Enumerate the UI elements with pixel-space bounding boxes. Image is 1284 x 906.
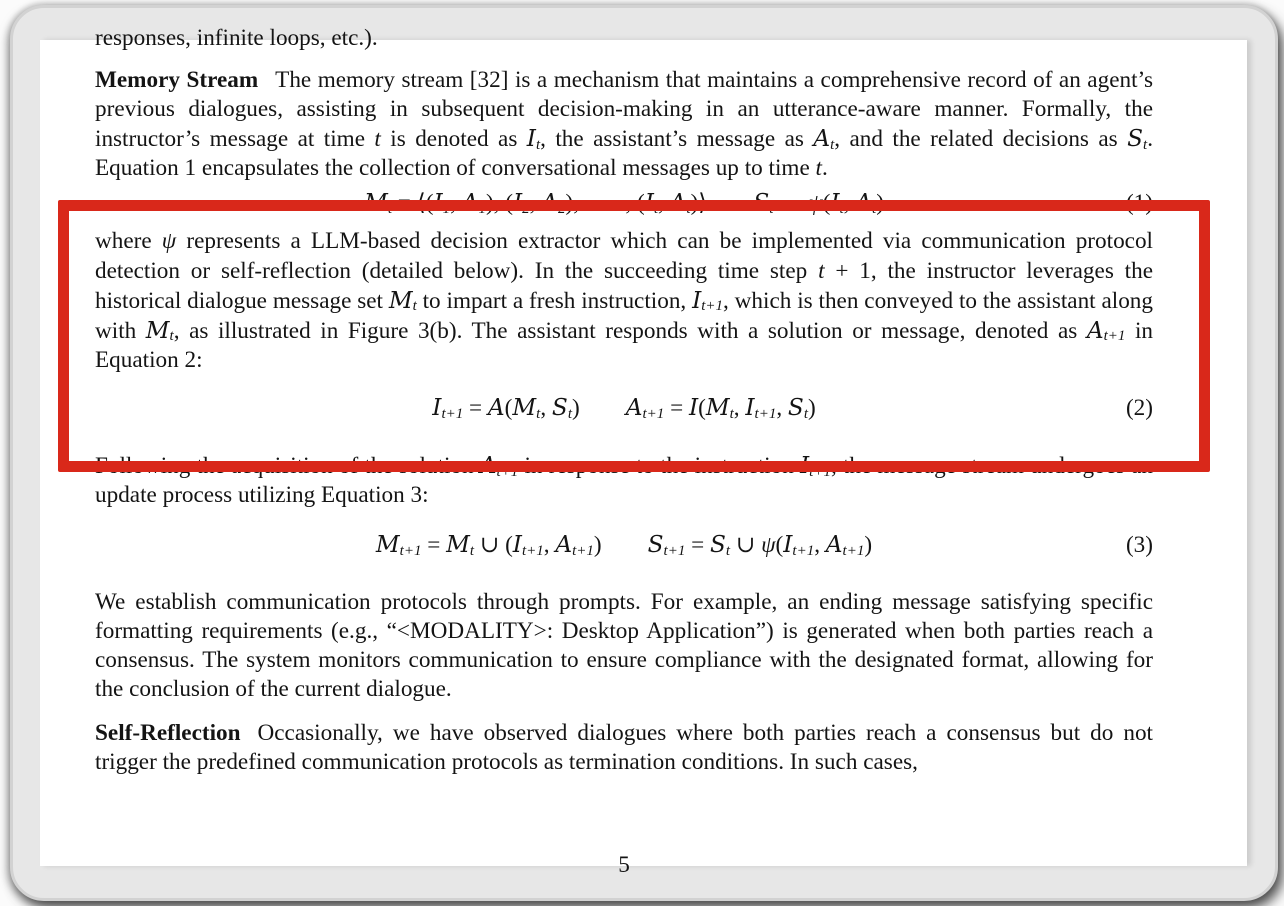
math-subscript: t [412, 298, 417, 315]
text-run: is denoted as [380, 126, 527, 153]
math-subscript: t+1 [572, 542, 594, 559]
math-subscript: 1 [478, 201, 486, 218]
math-subscript: t+1 [642, 405, 665, 422]
text-run: , [814, 532, 826, 559]
text-run: , [540, 394, 552, 421]
paragraph-p2 [95, 227, 1153, 374]
math-symbol: A [487, 393, 505, 421]
math-symbol: I [692, 286, 702, 314]
math-symbol: ψ [161, 228, 177, 255]
math-subscript: t+1 [842, 542, 865, 559]
math-symbol: M [446, 531, 470, 559]
math-symbol: S [787, 393, 804, 421]
text-run: , [450, 190, 462, 217]
math-symbol: A [461, 189, 479, 217]
text-run: ) [807, 394, 816, 421]
math-subscript: t+1 [663, 542, 686, 559]
paragraph-heading: Self-Reflection [95, 719, 241, 746]
text-run: ( [698, 394, 706, 421]
math-subscript: t [803, 405, 808, 422]
math-symbol: A [855, 189, 873, 217]
text-run: , [776, 394, 788, 421]
math-subscript: t [536, 405, 541, 422]
math-subscript: t+1 [496, 463, 519, 480]
text-run: = [463, 394, 488, 421]
text-run: ( [775, 532, 784, 559]
text-run: = [664, 394, 689, 421]
text-run: ), · · · , ( [565, 190, 645, 217]
math-subscript: t [169, 328, 174, 345]
math-subscript: t+1 [701, 298, 724, 315]
math-symbol: A [813, 125, 831, 153]
math-symbol: S [551, 393, 568, 421]
math-subscript: t+1 [399, 542, 422, 559]
document-content [40, 24, 1247, 777]
text-run: ), ( [485, 190, 513, 217]
text-run: in Equation 2: [95, 317, 1153, 373]
math-subscript: t+1 [1103, 328, 1126, 345]
paragraph-p3 [95, 451, 1153, 510]
math-subscript: t+1 [792, 542, 815, 559]
math-symbol: t [815, 155, 822, 182]
text-run: . Equation 1 encapsulates the collection of conversational messages up to time [95, 126, 1153, 182]
text-run: where [95, 228, 162, 255]
math-symbol: A [541, 189, 559, 217]
math-symbol: I [513, 189, 523, 217]
math-symbol: S [1127, 125, 1144, 153]
text-run: , [529, 190, 542, 217]
math-subscript: t [839, 201, 844, 218]
math-subscript: t+1 [809, 463, 831, 480]
math-subscript: t [725, 542, 731, 559]
math-symbol: ψ [808, 190, 823, 217]
text-run: ) [593, 532, 602, 559]
text-run: ← [773, 190, 809, 217]
math-subscript: t [686, 201, 691, 218]
math-subscript: t [872, 201, 877, 218]
text-run: , [658, 190, 670, 217]
math-symbol: M [375, 531, 400, 559]
math-subscript: 1 [442, 201, 451, 218]
window-frame [10, 5, 1278, 901]
paragraph-p0 [95, 24, 1153, 53]
math-subscript: t [653, 201, 659, 218]
text-run: ∪ [730, 532, 762, 559]
math-subscript: t+1 [441, 405, 464, 422]
math-symbol: I [512, 531, 522, 559]
math-symbol: t [374, 126, 381, 153]
math-subscript: t+1 [521, 542, 544, 559]
page-number: 5 [618, 852, 630, 878]
math-symbol: M [145, 316, 170, 344]
paragraph-heading: Memory Stream [95, 67, 259, 94]
math-symbol: M [512, 393, 537, 421]
equation-body [432, 395, 815, 421]
math-subscript: t [535, 136, 541, 153]
math-symbol: A [669, 189, 687, 217]
equation-body [376, 532, 872, 558]
text-run: to impart a fresh instruction, [416, 287, 693, 314]
equation-eq2 [95, 390, 1153, 426]
math-symbol: I [830, 189, 840, 217]
text-run: , and the related decisions as [834, 126, 1128, 153]
text-run: , as illustrated in Figure 3(b). The assistant responds with a solution or message, denoted as [173, 317, 1087, 344]
text-run: ) [571, 394, 580, 421]
math-symbol: S [753, 189, 770, 217]
math-subscript: t [387, 201, 392, 218]
text-run: )⟩ [690, 190, 708, 217]
text-run: ∪ ( [474, 532, 513, 559]
math-symbol: I [783, 531, 793, 559]
equation-number: (2) [1125, 394, 1153, 421]
math-symbol: A [625, 393, 643, 421]
math-symbol: A [479, 451, 497, 479]
math-subscript: 2 [522, 201, 530, 218]
text-run: ) [876, 190, 884, 217]
paragraph-p4 [95, 588, 1153, 704]
text-run: Following the acquisition of the solution [95, 452, 480, 479]
math-subscript: t [469, 542, 475, 559]
text-run: , the assistant’s message as [540, 126, 814, 153]
math-symbol: I [433, 189, 443, 217]
text-run: We establish communication protocols through prompts. For example, an ending message satisfying specific formatting requirements (e.g., “<MODALITY>: Desktop Application”) is generated when both parties reach a consensus. The system monitors communication to ensure compliance with the designated format, allowing for the conclusion of the current dialogue. [95, 589, 1153, 703]
math-symbol: S [710, 531, 726, 559]
math-subscript: t [830, 136, 835, 153]
text-run: , [543, 532, 556, 559]
math-subscript: t [567, 405, 572, 422]
text-run: + 1, the instructor leverages the historical dialogue message set [95, 257, 1153, 314]
math-symbol: A [825, 531, 843, 559]
math-symbol: I [745, 393, 755, 421]
text-run: , the message stream undergoes an update process utilizing Equation 3: [95, 452, 1154, 509]
text-run: = [685, 532, 710, 559]
math-subscript: t [729, 405, 734, 422]
math-symbol: M [705, 393, 730, 421]
text-run: ) [864, 532, 873, 559]
math-symbol: I [644, 189, 654, 217]
math-subscript: 2 [558, 201, 566, 218]
math-subscript: t+1 [754, 405, 777, 422]
text-run: in response to the instruction [518, 452, 800, 479]
math-symbol: ψ [761, 532, 776, 559]
text-run: , which is then conveyed to the assistant along with [95, 287, 1153, 344]
text-run: , [843, 190, 856, 217]
equation-body [364, 190, 884, 216]
text-run: responses, infinite loops, etc.). [95, 25, 378, 51]
text-run: = [421, 532, 447, 559]
math-subscript: t [1143, 136, 1148, 153]
math-symbol: I [688, 393, 699, 421]
text-run: represents a LLM-based decision extractor which can be implemented via communication protocol detection or self-reflection (detailed below). In the succeeding time step [95, 228, 1153, 284]
text-run: , [733, 394, 746, 421]
paragraph-p5 [95, 719, 1153, 777]
math-symbol: S [647, 531, 664, 559]
equation-number: (3) [1125, 532, 1153, 559]
text-run: = ⟨( [391, 190, 434, 217]
text-run: . [822, 155, 828, 182]
math-symbol: I [526, 125, 536, 153]
text-run: ( [822, 190, 831, 217]
math-subscript: t [769, 201, 774, 218]
math-symbol: A [555, 531, 573, 559]
math-symbol: t [818, 257, 825, 284]
math-symbol: M [388, 286, 413, 314]
math-symbol: M [364, 189, 388, 217]
document-page [40, 25, 1247, 878]
text-run: ( [504, 394, 513, 421]
text-run: The memory stream [32] is a mechanism that maintains a comprehensive record of an agent’s previous dialogues, assisting in subsequent decision-making in an utterance-aware manner. Formally, the instructor’s message at time [95, 67, 1153, 153]
math-symbol: A [1086, 316, 1104, 344]
paragraph-p1 [95, 66, 1153, 183]
math-symbol: I [799, 451, 810, 479]
equation-eq1 [95, 185, 1153, 221]
equation-number: (1) [1125, 190, 1153, 217]
math-symbol: I [432, 393, 442, 421]
equation-eq3 [95, 527, 1153, 563]
text-run: Occasionally, we have observed dialogues where both parties reach a consensus but do not trigger the predefined communication protocols as termination conditions. In such cases, [95, 719, 1153, 775]
